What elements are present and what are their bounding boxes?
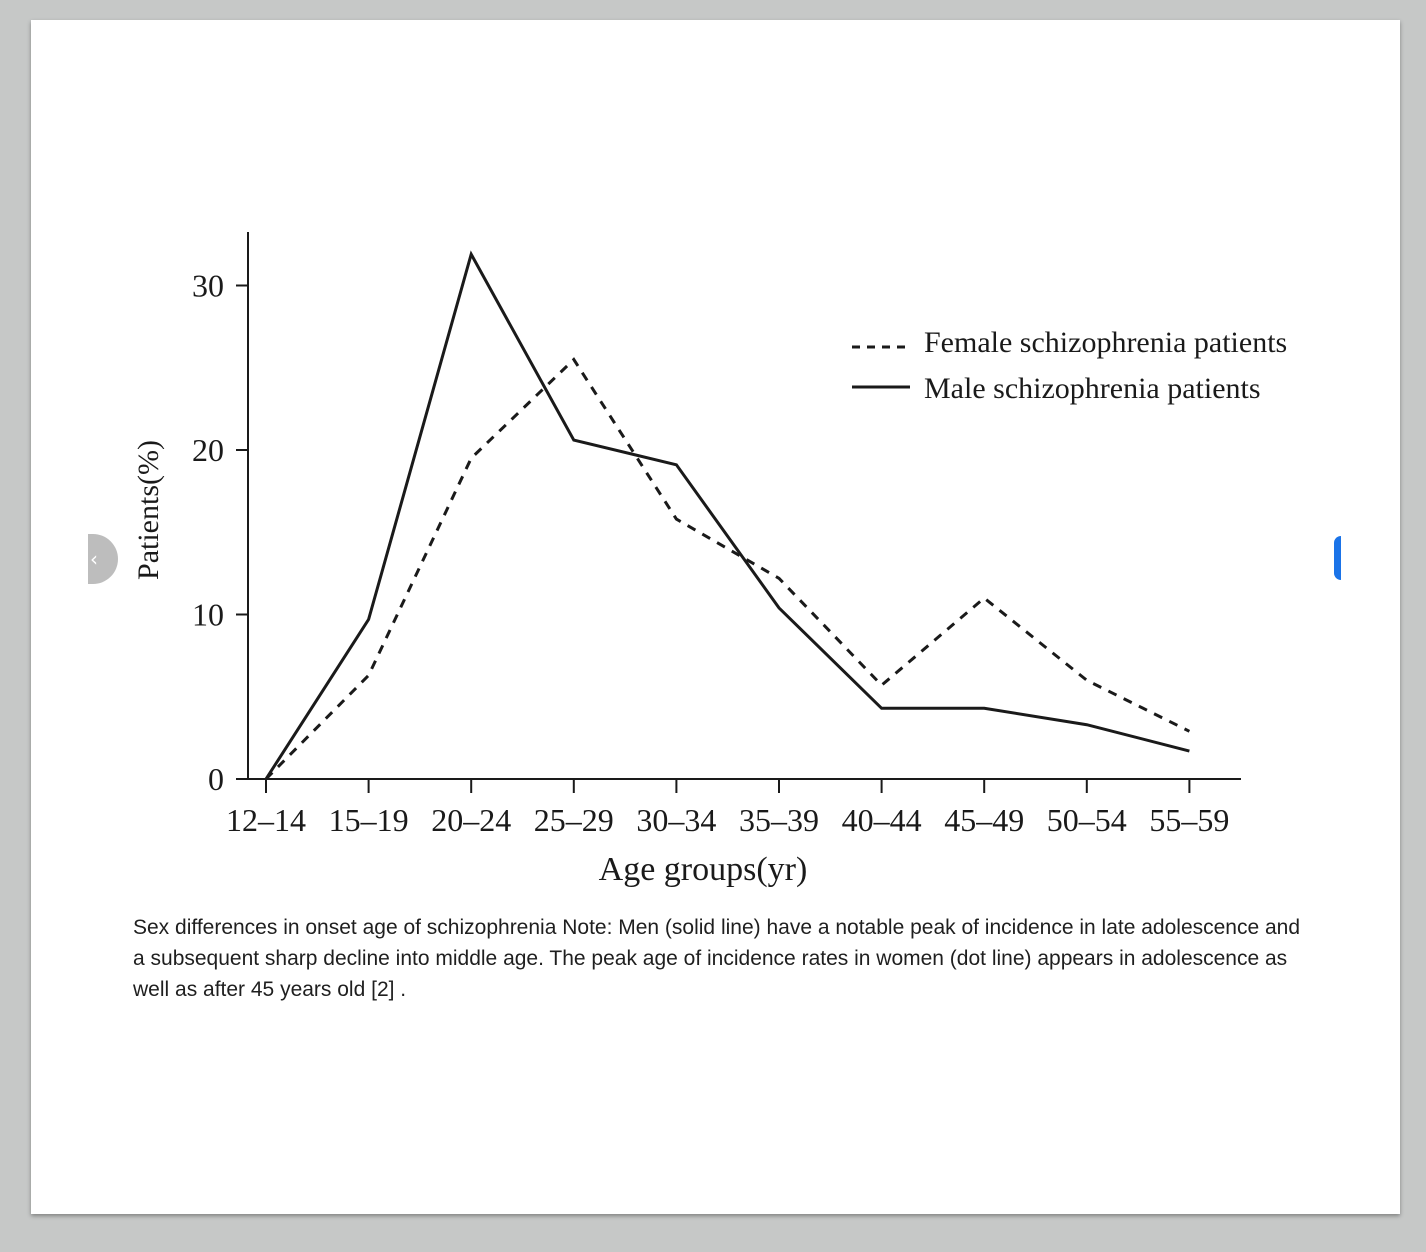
chevron-left-icon: ‹ bbox=[90, 547, 98, 571]
legend-female-label: Female schizophrenia patients bbox=[924, 326, 1288, 359]
x-tick-label: 35–39 bbox=[739, 802, 819, 838]
x-tick-label: 15–19 bbox=[328, 802, 409, 838]
x-axis-label: Age groups(yr) bbox=[598, 851, 808, 888]
x-tick-label: 40–44 bbox=[841, 802, 922, 838]
legend-male-label: Male schizophrenia patients bbox=[924, 372, 1261, 405]
x-tick-label: 30–34 bbox=[636, 802, 717, 838]
y-tick-label: 20 bbox=[192, 432, 224, 468]
legend bbox=[852, 326, 1287, 405]
x-tick-label: 20–24 bbox=[431, 802, 512, 838]
y-tick-label: 30 bbox=[192, 267, 224, 304]
y-axis-label: Patients(%) bbox=[132, 440, 165, 580]
x-ticks bbox=[226, 779, 1229, 838]
figure-caption: Sex differences in onset age of schizophrenia Note: Men (solid line) have a notable peak of incidence in late adolescence and a subsequent sharp decline into middle age. The peak age of incidence rates in women (dot line) appears in adolescence as well as after 45 years old [2] . bbox=[133, 916, 1301, 1001]
x-tick-label: 55–59 bbox=[1149, 802, 1230, 838]
y-tick-label: 10 bbox=[192, 596, 224, 633]
y-ticks bbox=[192, 268, 248, 798]
next-figure-button[interactable] bbox=[1334, 536, 1341, 580]
x-tick-label: 45–49 bbox=[944, 802, 1025, 838]
x-tick-label: 50–54 bbox=[1046, 802, 1127, 838]
chart-axes bbox=[236, 232, 1241, 779]
y-tick-label: 0 bbox=[208, 761, 224, 797]
x-tick-label: 25–29 bbox=[533, 802, 614, 838]
x-tick-label: 12–14 bbox=[226, 802, 306, 838]
female-series-line bbox=[266, 360, 1189, 779]
